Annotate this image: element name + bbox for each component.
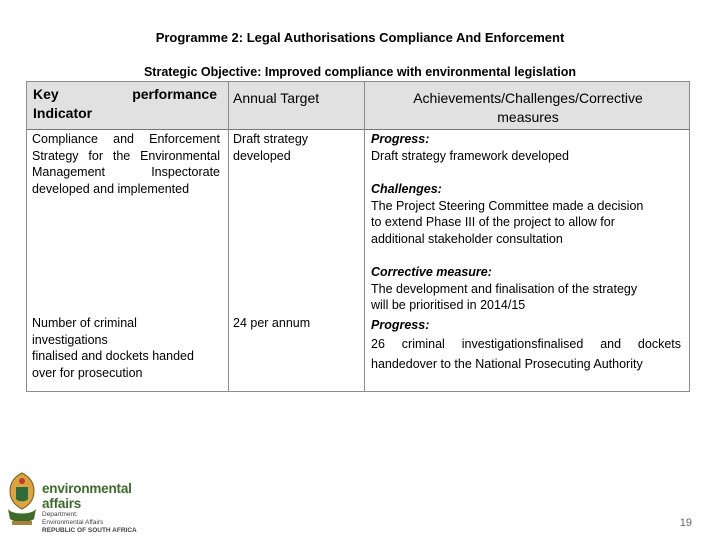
row1-kpi: [32, 131, 220, 197]
page-number: 19: [679, 517, 692, 529]
header-word: Key: [33, 86, 59, 102]
logo-brand: environmental affairs: [42, 481, 132, 511]
row2-kpi: [32, 315, 220, 381]
kpi-line: Strategy for the Environmental: [32, 148, 220, 163]
target-line: developed: [233, 148, 291, 163]
row1-achievements: [371, 131, 683, 314]
progress-label: Progress:: [371, 132, 430, 146]
corrective-label: Corrective measure:: [371, 265, 492, 279]
progress-text: Draft strategy framework developed: [371, 148, 570, 163]
row2-target: 24 per annum: [233, 316, 311, 330]
header-line: Achievements/Challenges/Corrective: [413, 90, 643, 106]
kpi-line: Compliance and Enforcement: [32, 132, 220, 146]
kpi-line: Management Inspectorate: [32, 165, 220, 179]
challenges-label: Challenges:: [371, 182, 442, 196]
progress-line: 26 criminal investigationsfinalised and dockets: [371, 336, 681, 351]
corrective-line: will be prioritised in 2014/15: [371, 298, 526, 312]
kpi-line: over for prosecution: [32, 365, 143, 380]
progress-label: Progress:: [371, 318, 430, 332]
challenges-line: to extend Phase III of the project to allow for: [371, 215, 615, 229]
header-key-performance-indicator: [33, 85, 217, 123]
challenges-line: additional stakeholder consultation: [371, 231, 563, 246]
strategic-objective: Strategic Objective: Improved compliance with environmental legislation: [143, 65, 577, 79]
logo-sub-line: Department:: [42, 511, 78, 518]
corrective-line: The development and finalisation of the strategy: [371, 281, 638, 296]
target-line: Draft strategy: [233, 132, 309, 146]
kpi-line: finalised and dockets handed: [32, 349, 194, 363]
progress-line: handedover to the National Prosecuting Authority: [371, 356, 643, 371]
challenges-line: The Project Steering Committee made a decision: [371, 198, 644, 213]
logo-sub-line: Environmental Affairs: [42, 519, 104, 526]
header-achievements: [367, 89, 689, 127]
header-line: measures: [497, 109, 559, 125]
column-divider: [228, 82, 229, 391]
kpi-line: Number of criminal: [32, 316, 137, 330]
page-title: Programme 2: Legal Authorisations Compliance And Enforcement: [155, 30, 565, 45]
header-word: performance: [132, 86, 217, 102]
kpi-line: investigations: [32, 332, 108, 347]
row1-target: [233, 131, 308, 164]
coat-of-arms-icon: [2, 469, 42, 533]
logo-sub-line: REPUBLIC OF SOUTH AFRICA: [42, 527, 137, 534]
kpi-line: developed and implemented: [32, 181, 190, 196]
performance-table: [26, 81, 690, 392]
row2-achievements: [371, 317, 681, 374]
header-word: Indicator: [33, 105, 93, 121]
column-divider: [364, 82, 365, 391]
header-annual-target: Annual Target: [233, 90, 320, 106]
logo-text: [42, 481, 150, 535]
department-logo: [0, 465, 150, 535]
